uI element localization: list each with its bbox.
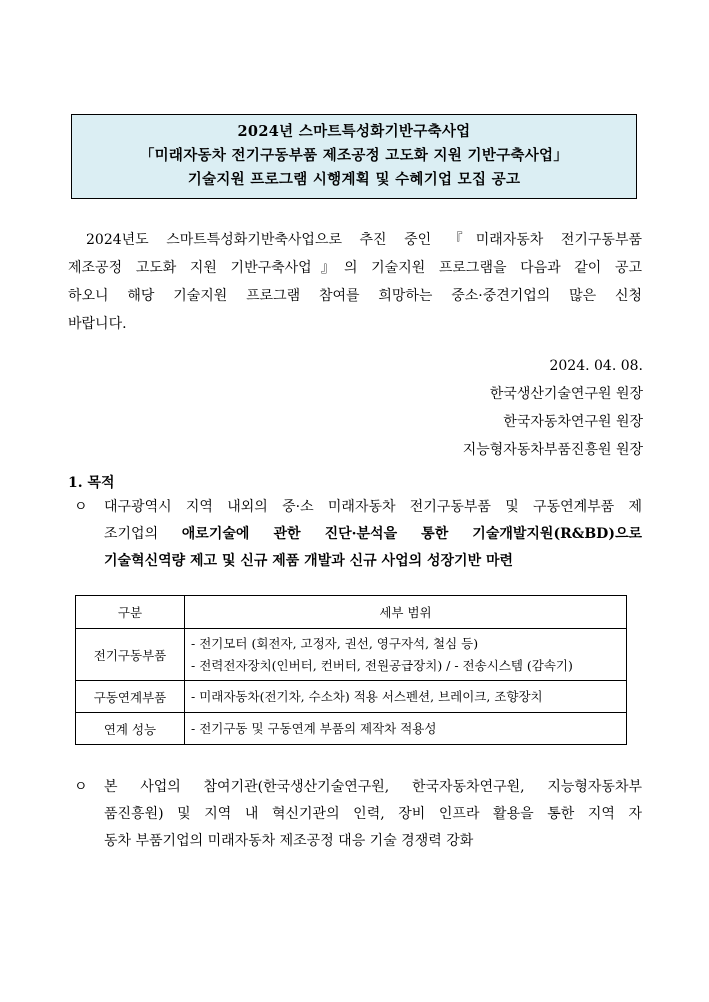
purpose-2-line-3: 동차 부품기업의 미래자동차 제조공정 대응 기술 경쟁력 강화 — [104, 833, 474, 849]
header-detail: 세부 범위 — [185, 596, 627, 629]
title-line-2: 「미래자동차 전기구동부품 제조공정 고도화 지원 기반구축사업」 — [139, 147, 569, 164]
row-detail — [185, 681, 627, 713]
row-category: 연계 성능 — [76, 713, 185, 745]
detail-line: - 전기구동 및 구동연계 부품의 제작차 적용성 — [191, 720, 437, 736]
notice-title-box — [71, 114, 637, 199]
purpose-1-line-2-plain: 조기업의 — [104, 526, 182, 542]
header-category: 구분 — [76, 596, 185, 629]
row-category: 전기구동부품 — [76, 629, 185, 681]
signer-kiapi: 지능형자동차부품진흥원 원장 — [462, 442, 643, 458]
title-line-1: 2024년 스마트특성화기반구축사업 — [237, 123, 471, 140]
signer-katech: 한국자동차연구원 원장 — [503, 414, 643, 430]
purpose-1-line-2-bold: 애로기술에 관한 진단·분석을 통한 기술개발지원(R&BD)으로 — [181, 526, 642, 542]
purpose-2-line-1: 본 사업의 참여기관(한국생산기술연구원, 한국자동차연구원, 지능형자동차부 — [104, 779, 642, 795]
notice-date: 2024. 04. 08. — [549, 358, 643, 374]
table-row — [76, 713, 627, 745]
section-heading-purpose: 1. 목적 — [68, 475, 115, 491]
purpose-2-line-2: 품진흥원) 및 지역 내 혁신기관의 인력, 장비 인프라 활용을 통한 지역 자 — [104, 806, 642, 822]
purpose-1-line-2 — [104, 521, 642, 548]
intro-line-4: 바랍니다. — [68, 316, 127, 332]
table-row — [76, 629, 627, 681]
table-row — [76, 681, 627, 713]
title-line-3: 기술지원 프로그램 시행계획 및 수혜기업 모집 공고 — [187, 171, 521, 188]
table-header-row — [76, 596, 627, 629]
row-detail — [185, 629, 627, 681]
row-detail — [185, 713, 627, 745]
intro-line-3: 하오니 해당 기술지원 프로그램 참여를 희망하는 중소·중견기업의 많은 신청 — [68, 288, 642, 304]
signer-kitech: 한국생산기술연구원 원장 — [489, 386, 643, 402]
intro-paragraph — [68, 226, 642, 338]
purpose-1-line-3: 기술혁신역량 제고 및 신규 제품 개발과 신규 사업의 성장기반 마련 — [104, 553, 514, 569]
detail-line: - 전력전자장치(인버터, 컨버터, 전원공급장치) / - 전송시스템 (감속기) — [191, 657, 573, 673]
signature-block — [463, 352, 643, 464]
detail-line: - 미래자동차(전기차, 수소차) 적용 서스펜션, 브레이크, 조향장치 — [191, 688, 543, 704]
row-category: 구동연계부품 — [76, 681, 185, 713]
bullet-mark: ㅇ — [74, 499, 88, 515]
detail-line: - 전기모터 (회전자, 고정자, 권선, 영구자석, 철심 등) — [191, 635, 479, 651]
scope-table — [75, 595, 627, 745]
bullet-mark: ㅇ — [74, 779, 88, 795]
intro-line-1: 2024년도 스마트특성화기반축사업으로 추진 중인 『미래자동차 전기구동부품 — [86, 232, 642, 248]
intro-line-2: 제조공정 고도화 지원 기반구축사업』의 기술지원 프로그램을 다음과 같이 공고 — [68, 260, 642, 276]
purpose-1-line-1: 대구광역시 지역 내외의 중·소 미래자동차 전기구동부품 및 구동연계부품 제 — [104, 499, 642, 515]
